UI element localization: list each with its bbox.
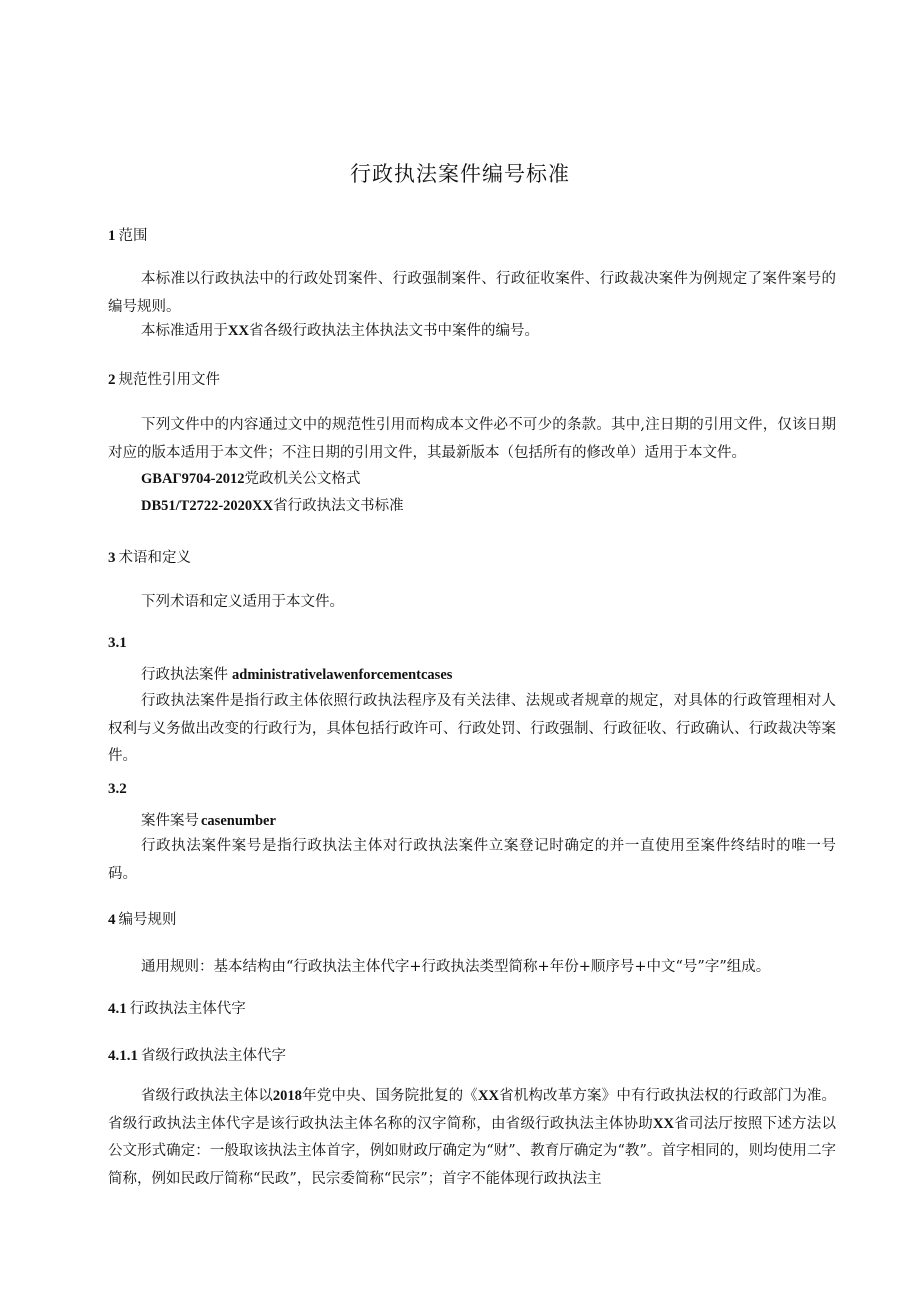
reference-title: 党政机关公文格式 bbox=[244, 471, 361, 487]
reference-1 bbox=[141, 466, 841, 494]
section-3-heading bbox=[108, 549, 191, 567]
section-title: 术语和定义 bbox=[118, 550, 191, 566]
term-3-2-definition: 行政执法案件案号是指行政执法主体对行政执法案件立案登记时确定的并一直使用至案件终结时的唯一号码。 bbox=[108, 838, 836, 882]
section-4-paragraph-1: 通用规则：基本结构由“行政执法主体代字+行政执法类型简称+年份+顺序号+中文“号”字”组成。 bbox=[141, 959, 771, 975]
section-1-heading bbox=[108, 227, 148, 245]
term-3-2-number: 3.2 bbox=[108, 781, 127, 797]
section-number: 1 bbox=[108, 228, 116, 244]
section-4-1-1-paragraph: 省级行政执法主体以2018年党中央、国务院批复的《XX省机构改革方案》中有行政执法权的行政部门为准。省级行政执法主体代字是该行政执法主体名称的汉字简称，由省级行政执法主体协助XX省司法厅按照下述方法以公文形式确定：一般取该执法主体首字，例如财政厅确定为“财”、教育厅确定为“教”。首字相同的，则均使用二字简称，例如民政厅简称“民政”，民宗委简称“民宗”；首字不能体现行政执法主 bbox=[108, 1088, 837, 1187]
term-3-1-definition: 行政执法案件是指行政主体依照行政执法程序及有关法律、法规或者规章的规定，对具体的行政管理相对人权利与义务做出改变的行政行为，具体包括行政许可、行政处罚、行政强制、行政征收、行政确认、行政裁决等案件。 bbox=[108, 693, 836, 764]
section-2-heading bbox=[108, 371, 220, 389]
reference-title: 省行政执法文书标准 bbox=[273, 498, 404, 514]
section-title: 编号规则 bbox=[118, 912, 177, 928]
section-number: 2 bbox=[108, 372, 116, 388]
document-title: 行政执法案件编号标准 bbox=[350, 162, 570, 186]
section-title: 规范性引用文件 bbox=[118, 372, 220, 388]
section-1-paragraph-1: 本标准以行政执法中的行政处罚案件、行政强制案件、行政征收案件、行政裁决案件为例规定了案件案号的编号规则。 bbox=[108, 271, 836, 315]
section-4-1-heading: 4.1 行政执法主体代字 bbox=[108, 1001, 246, 1017]
section-4-1-1-heading: 4.1.1 省级行政执法主体代字 bbox=[108, 1048, 286, 1064]
reference-2 bbox=[141, 493, 841, 521]
section-1-paragraph-2: 本标准适用于XX省各级行政执法主体执法文书中案件的编号。 bbox=[141, 323, 539, 339]
term-3-2-name: 案件案号 casenumber bbox=[141, 813, 276, 829]
term-3-1-number: 3.1 bbox=[108, 635, 127, 651]
section-4-heading bbox=[108, 911, 177, 929]
section-number: 3 bbox=[108, 550, 116, 566]
section-number: 4 bbox=[108, 912, 116, 928]
reference-code: GBAΓ9704-2012 bbox=[141, 471, 245, 487]
section-title: 范围 bbox=[118, 228, 148, 244]
section-2-paragraph-1: 下列文件中的内容通过文中的规范性引用而构成本文件必不可少的条款。其中,注日期的引用文件，仅该日期对应的版本适用于本文件；不注日期的引用文件，其最新版本（包括所有的修改单）适用于本文件。 bbox=[108, 417, 836, 461]
section-3-paragraph-1: 下列术语和定义适用于本文件。 bbox=[141, 594, 344, 610]
reference-code: DB51/T2722-2020XX bbox=[141, 498, 274, 514]
term-3-1-name: 行政执法案件 administrativelawenforcementcases bbox=[141, 667, 453, 683]
